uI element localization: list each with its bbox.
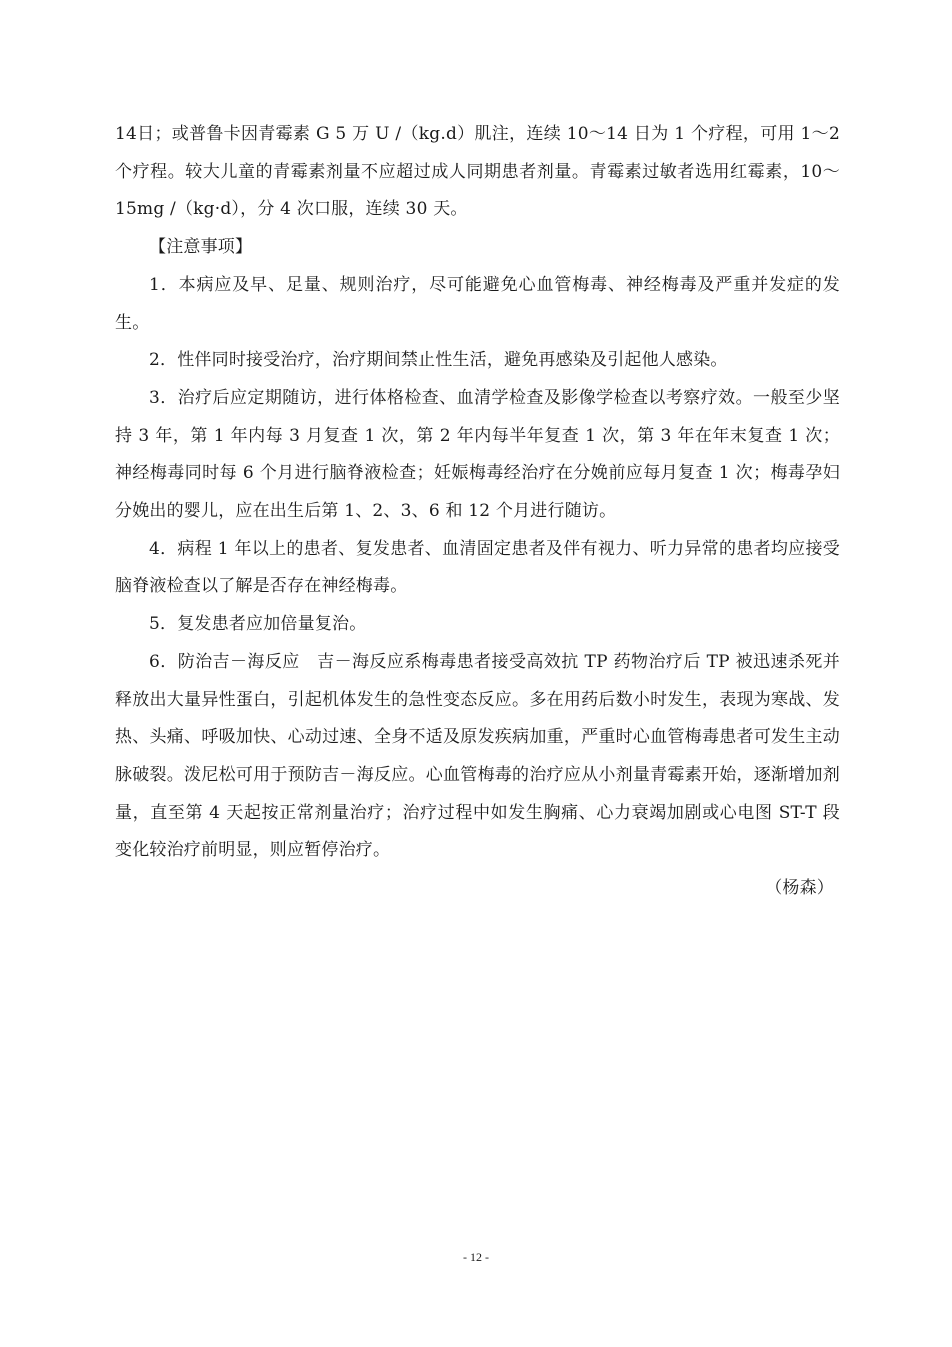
body-text bbox=[115, 116, 840, 908]
precaution-item-4: 4．病程 1 年以上的患者、复发患者、血清固定患者及伴有视力、听力异常的患者均应接受脑脊液检查以了解是否存在神经梅毒。 bbox=[115, 538, 840, 597]
precaution-item-5: 5．复发患者应加倍量复治。 bbox=[149, 614, 367, 635]
precaution-item-2: 2．性伴同时接受治疗，治疗期间禁止性生活，避免再感染及引起他人感染。 bbox=[149, 350, 728, 371]
precaution-item-1: 1．本病应及早、足量、规则治疗，尽可能避免心血管梅毒、神经梅毒及严重并发症的发生。 bbox=[115, 274, 840, 333]
precaution-item-6: 6．防治吉－海反应 吉－海反应系梅毒患者接受高效抗 TP 药物治疗后 TP 被迅速杀死并释放出大量异性蛋白，引起机体发生的急性变态反应。多在用药后数小时发生，表现为寒战、发热、头痛、呼吸加快、心动过速、全身不适及原发疾病加重，严重时心血管梅毒患者可发生主动脉破裂。泼尼松可用于预防吉－海反应。心血管梅毒的治疗应从小剂量青霉素开始，逐渐增加剂量，直至第 4 天起按正常剂量治疗；治疗过程中如发生胸痛、心力衰竭加剧或心电图 ST-T 段变化较治疗前明显，则应暂停治疗。 bbox=[115, 651, 840, 861]
section-heading-precautions: 【注意事项】 bbox=[149, 237, 253, 258]
page-number: - 12 - bbox=[463, 1250, 489, 1264]
paragraph-dosage-continued: 14日；或普鲁卡因青霉素 G 5 万 U /（kg.d）肌注，连续 10～14 日为 1 个疗程，可用 1～2 个疗程。较大儿童的青霉素剂量不应超过成人同期患者剂量。青霉素过敏者选用红霉素，10～15mg /（kg·d），分 4 次口服，连续 30 天。 bbox=[115, 124, 840, 220]
author-credit: （杨森） bbox=[765, 878, 834, 899]
precaution-item-3: 3．治疗后应定期随访，进行体格检查、血清学检查及影像学检查以考察疗效。一般至少坚持 3 年，第 1 年内每 3 月复查 1 次，第 2 年内每半年复查 1 次，第 3 年在年末复查 1 次；神经梅毒同时每 6 个月进行脑脊液检查；妊娠梅毒经治疗在分娩前应每月复查 1 次；梅毒孕妇分娩出的婴儿，应在出生后第 1、2、3、6 和 12 个月进行随访。 bbox=[115, 387, 840, 522]
